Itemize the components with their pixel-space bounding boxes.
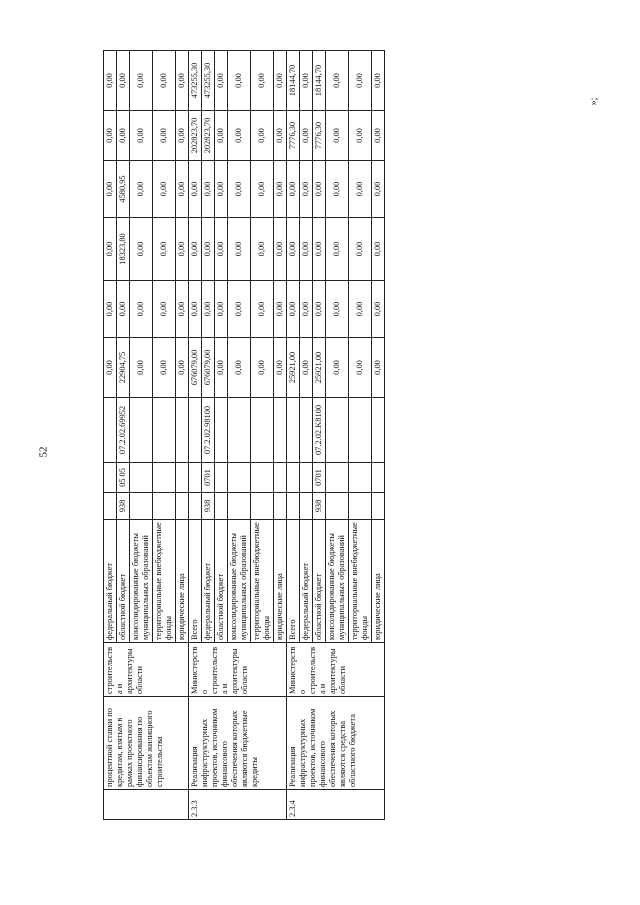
amount-cell: 0,00 [189, 161, 202, 218]
amount-cell: 676079,00 [189, 338, 202, 398]
amount-cell: 0,00 [117, 51, 130, 111]
amount-cell: 0,00 [274, 281, 287, 338]
grbs-code [372, 493, 385, 520]
amount-cell: 0,00 [287, 281, 300, 338]
amount-cell: 0,00 [153, 51, 176, 111]
amount-cell: 25921,00 [287, 338, 300, 398]
amount-cell: 0,00 [104, 281, 117, 338]
funding-source: областной бюджет [215, 520, 228, 643]
grbs-code [251, 493, 274, 520]
csr-code [274, 398, 287, 463]
amount-cell: 0,00 [326, 161, 349, 218]
rzpr-code [251, 463, 274, 493]
amount-cell: 0,00 [349, 51, 372, 111]
funding-source: консолидированные бюджеты муниципальных образований [228, 520, 251, 643]
amount-cell: 0,00 [313, 161, 326, 218]
grbs-code [349, 493, 372, 520]
amount-cell: 0,00 [274, 338, 287, 398]
table-row [104, 51, 117, 820]
amount-cell: 0,00 [326, 281, 349, 338]
amount-cell: 0,00 [274, 51, 287, 111]
amount-cell: 676079,00 [202, 338, 215, 398]
amount-cell: 0,00 [189, 218, 202, 281]
funding-source: территориальные внебюджетные фонды [349, 520, 372, 643]
amount-cell: 0,00 [215, 281, 228, 338]
amount-cell: 0,00 [326, 218, 349, 281]
table-row [287, 51, 300, 820]
amount-cell: 0,00 [349, 338, 372, 398]
rzpr-code [104, 463, 117, 493]
amount-cell: 0,00 [202, 218, 215, 281]
funding-source: федеральный бюджет [202, 520, 215, 643]
funding-source: юридические лица [274, 520, 287, 643]
amount-cell: 0,00 [300, 218, 313, 281]
amount-cell: 0,00 [104, 338, 117, 398]
amount-cell: 0,00 [153, 281, 176, 338]
rzpr-code [326, 463, 349, 493]
amount-cell: 0,00 [215, 161, 228, 218]
amount-cell: 0,00 [251, 51, 274, 111]
grbs-code [189, 493, 202, 520]
grbs-code [326, 493, 349, 520]
csr-code [104, 398, 117, 463]
amount-cell: 202823,70 [189, 111, 202, 161]
csr-code: 07.2.02.69952 [117, 398, 130, 463]
csr-code: 07.2.02.98100 [202, 398, 215, 463]
responsible-executor: Министерство строительства и архитектуры области [287, 643, 385, 697]
csr-code [215, 398, 228, 463]
amount-cell: 0,00 [300, 161, 313, 218]
amount-cell: 0,00 [300, 338, 313, 398]
funding-source: территориальные внебюджетные фонды [251, 520, 274, 643]
rzpr-code [287, 463, 300, 493]
rotated-table-wrapper [103, 62, 385, 820]
amount-cell: 0,00 [313, 218, 326, 281]
funding-source: Всего [189, 520, 202, 643]
amount-cell: 0,00 [300, 111, 313, 161]
amount-cell: 0,00 [251, 218, 274, 281]
rzpr-code: 0701 [313, 463, 326, 493]
csr-code [251, 398, 274, 463]
amount-cell: 0,00 [274, 111, 287, 161]
csr-code [349, 398, 372, 463]
rzpr-code [153, 463, 176, 493]
amount-cell: 0,00 [202, 161, 215, 218]
responsible-executor: Министерство строительства и архитектуры области [189, 643, 287, 697]
amount-cell: 0,00 [349, 218, 372, 281]
amount-cell: 0,00 [189, 281, 202, 338]
amount-cell: 0,00 [176, 281, 189, 338]
amount-cell: 22904,75 [117, 338, 130, 398]
amount-cell: 0,00 [153, 161, 176, 218]
amount-cell: 0,00 [287, 161, 300, 218]
amount-cell: 0,00 [300, 51, 313, 111]
amount-cell: 0,00 [104, 161, 117, 218]
responsible-executor: строительства и архитектуры области [104, 643, 189, 697]
funding-source: консолидированные бюджеты муниципальных образований [326, 520, 349, 643]
amount-cell: 0,00 [104, 51, 117, 111]
amount-cell: 0,00 [228, 161, 251, 218]
amount-cell: 0,00 [117, 111, 130, 161]
amount-cell: 0,00 [251, 281, 274, 338]
amount-cell: 0,00 [228, 51, 251, 111]
grbs-code: 938 [202, 493, 215, 520]
amount-cell: 0,00 [153, 111, 176, 161]
csr-code [228, 398, 251, 463]
amount-cell: 0,00 [326, 51, 349, 111]
csr-code [189, 398, 202, 463]
item-name: Реализация инфраструктурных проектов, источником финансового обеспечения которых являются бюджетные кредиты [189, 697, 287, 790]
amount-cell: 0,00 [228, 218, 251, 281]
amount-cell: 0,00 [228, 111, 251, 161]
amount-cell: 0,00 [274, 161, 287, 218]
csr-code [326, 398, 349, 463]
amount-cell: 0,00 [313, 281, 326, 338]
amount-cell: 473255,30 [202, 51, 215, 111]
table-body [104, 51, 385, 820]
funding-source: юридические лица [176, 520, 189, 643]
csr-code [287, 398, 300, 463]
amount-cell: 7776,30 [313, 111, 326, 161]
grbs-code [130, 493, 153, 520]
rzpr-code [274, 463, 287, 493]
amount-cell: 0,00 [176, 218, 189, 281]
amount-cell: 0,00 [372, 218, 385, 281]
amount-cell: 0,00 [176, 51, 189, 111]
amount-cell: 0,00 [274, 218, 287, 281]
amount-cell: 0,00 [349, 281, 372, 338]
grbs-code [228, 493, 251, 520]
amount-cell: 0,00 [130, 51, 153, 111]
rzpr-code [228, 463, 251, 493]
amount-cell: 0,00 [251, 111, 274, 161]
amount-cell: 4580,95 [117, 161, 130, 218]
amount-cell: 0,00 [130, 161, 153, 218]
amount-cell: 0,00 [104, 111, 117, 161]
amount-cell: 0,00 [104, 218, 117, 281]
amount-cell: 0,00 [130, 338, 153, 398]
csr-code [372, 398, 385, 463]
amount-cell: 0,00 [372, 338, 385, 398]
rzpr-code: 0701 [202, 463, 215, 493]
grbs-code [153, 493, 176, 520]
closing-mark: »; [588, 97, 600, 106]
grbs-code: 938 [117, 493, 130, 520]
amount-cell: 473255,30 [189, 51, 202, 111]
csr-code [300, 398, 313, 463]
amount-cell: 0,00 [176, 338, 189, 398]
rzpr-code [349, 463, 372, 493]
item-name: Реализация инфраструктурных проектов, источником финансового обеспечения которых являются средства областного бюджета [287, 697, 385, 790]
amount-cell: 18323,80 [117, 218, 130, 281]
page-number: 52 [37, 446, 50, 458]
amount-cell: 0,00 [130, 218, 153, 281]
amount-cell: 0,00 [372, 281, 385, 338]
amount-cell: 0,00 [349, 111, 372, 161]
grbs-code [215, 493, 228, 520]
amount-cell: 0,00 [153, 338, 176, 398]
grbs-code [274, 493, 287, 520]
funding-source: консолидированные бюджеты муниципальных образований [130, 520, 153, 643]
amount-cell: 0,00 [202, 281, 215, 338]
amount-cell: 25921,00 [313, 338, 326, 398]
table-row [189, 51, 202, 820]
amount-cell: 0,00 [372, 161, 385, 218]
amount-cell: 0,00 [117, 281, 130, 338]
amount-cell: 0,00 [176, 111, 189, 161]
amount-cell: 0,00 [372, 111, 385, 161]
rzpr-code [130, 463, 153, 493]
amount-cell: 0,00 [215, 51, 228, 111]
grbs-code: 938 [313, 493, 326, 520]
amount-cell: 0,00 [287, 218, 300, 281]
funding-table [103, 50, 385, 820]
amount-cell: 0,00 [215, 338, 228, 398]
funding-source: областной бюджет [313, 520, 326, 643]
amount-cell: 18144,70 [287, 51, 300, 111]
rzpr-code [176, 463, 189, 493]
grbs-code [176, 493, 189, 520]
funding-source: федеральный бюджет [300, 520, 313, 643]
amount-cell: 0,00 [130, 111, 153, 161]
rzpr-code [189, 463, 202, 493]
funding-source: Всего [287, 520, 300, 643]
amount-cell: 0,00 [228, 281, 251, 338]
amount-cell: 202823,70 [202, 111, 215, 161]
amount-cell: 0,00 [326, 111, 349, 161]
rzpr-code: 05 05 [117, 463, 130, 493]
rzpr-code [215, 463, 228, 493]
amount-cell: 0,00 [326, 338, 349, 398]
amount-cell: 0,00 [153, 218, 176, 281]
amount-cell: 0,00 [251, 338, 274, 398]
amount-cell: 0,00 [130, 281, 153, 338]
funding-source: областной бюджет [117, 520, 130, 643]
item-name: процентной ставки по кредитам, взятым в рамках проектного финансирования по объектам жилищного строительства [104, 697, 189, 790]
amount-cell: 18144,70 [313, 51, 326, 111]
rzpr-code [300, 463, 313, 493]
csr-code [153, 398, 176, 463]
csr-code [176, 398, 189, 463]
amount-cell: 0,00 [215, 111, 228, 161]
amount-cell: 0,00 [228, 338, 251, 398]
csr-code: 07.2.02.K8100 [313, 398, 326, 463]
amount-cell: 0,00 [176, 161, 189, 218]
csr-code [130, 398, 153, 463]
item-number [104, 790, 189, 820]
amount-cell: 0,00 [349, 161, 372, 218]
amount-cell: 7776,30 [287, 111, 300, 161]
amount-cell: 0,00 [215, 218, 228, 281]
amount-cell: 0,00 [372, 51, 385, 111]
grbs-code [287, 493, 300, 520]
item-number: 2.3.3 [189, 790, 287, 820]
item-number: 2.3.4 [287, 790, 385, 820]
amount-cell: 0,00 [251, 161, 274, 218]
grbs-code [104, 493, 117, 520]
rzpr-code [372, 463, 385, 493]
funding-source: федеральный бюджет [104, 520, 117, 643]
funding-source: юридические лица [372, 520, 385, 643]
funding-source: территориальные внебюджетные фонды [153, 520, 176, 643]
grbs-code [300, 493, 313, 520]
amount-cell: 0,00 [300, 281, 313, 338]
